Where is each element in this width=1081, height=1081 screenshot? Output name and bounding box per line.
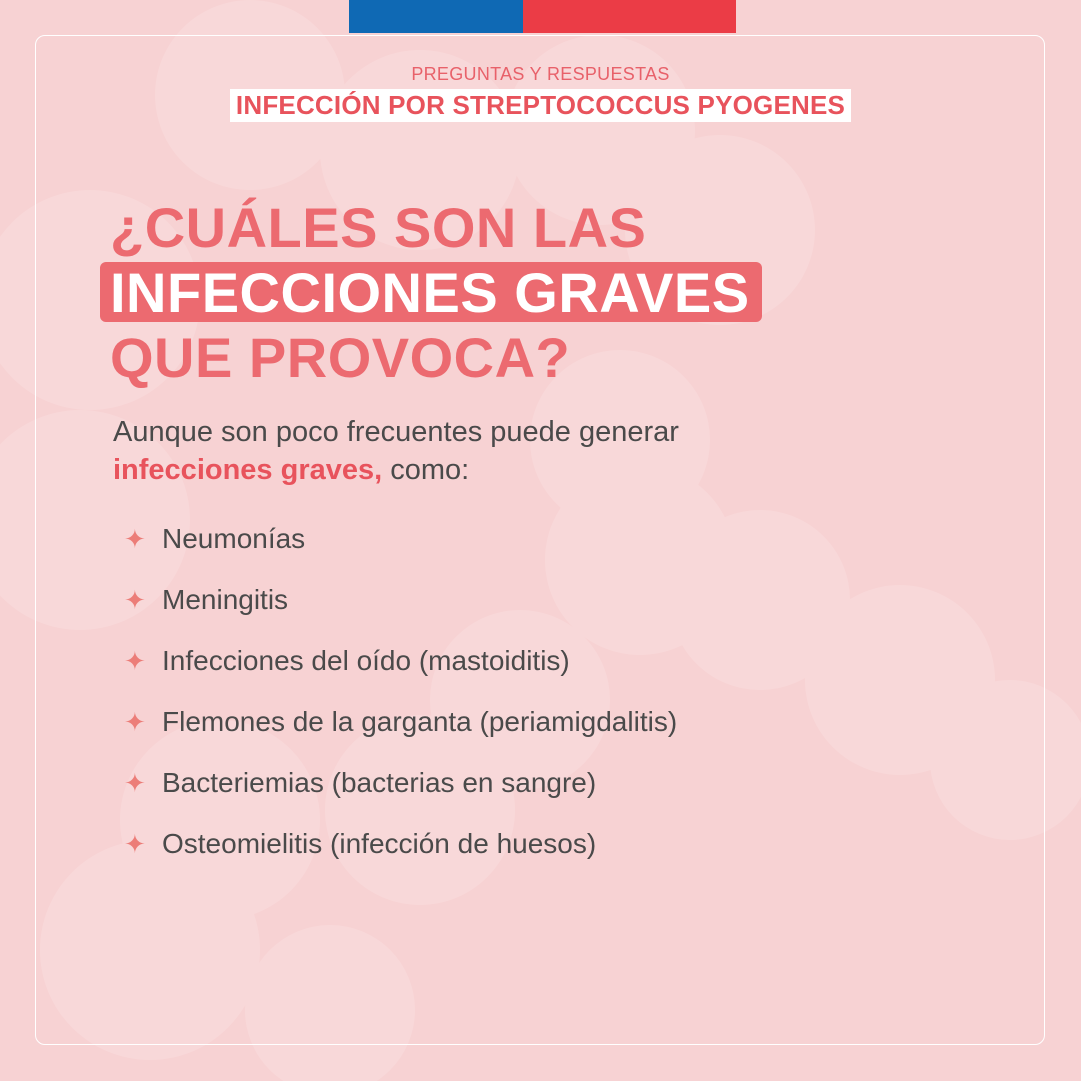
flag-bar bbox=[349, 0, 736, 33]
list-item bbox=[124, 752, 677, 813]
list-item-label: Osteomielitis (infección de huesos) bbox=[162, 827, 597, 859]
flag-blue-segment bbox=[349, 0, 523, 33]
four-point-star-icon: ✦ bbox=[124, 584, 146, 615]
question-line-1: ¿CUÁLES SON LAS bbox=[110, 196, 647, 259]
flag-red-segment bbox=[523, 0, 736, 33]
question-line-2-highlight: INFECCIONES GRAVES bbox=[100, 262, 762, 322]
section-kicker: PREGUNTAS Y RESPUESTAS bbox=[411, 64, 670, 84]
four-point-star-icon: ✦ bbox=[124, 767, 146, 798]
list-item-label: Bacteriemias (bacterias en sangre) bbox=[162, 766, 597, 798]
four-point-star-icon: ✦ bbox=[124, 645, 146, 676]
four-point-star-icon: ✦ bbox=[124, 828, 146, 859]
list-item bbox=[124, 691, 677, 752]
list-item bbox=[124, 569, 677, 630]
intro-paragraph bbox=[113, 413, 853, 489]
intro-emphasis: infecciones graves, bbox=[113, 454, 383, 486]
four-point-star-icon: ✦ bbox=[124, 706, 146, 737]
question-line-3: QUE PROVOCA? bbox=[110, 326, 571, 389]
intro-text-end: como: bbox=[382, 454, 470, 486]
intro-text-start: Aunque son poco frecuentes puede generar bbox=[113, 416, 679, 448]
topic-subtitle: INFECCIÓN POR STREPTOCOCCUS PYOGENES bbox=[230, 89, 851, 122]
list-item bbox=[124, 630, 677, 691]
list-item bbox=[124, 508, 677, 569]
list-item bbox=[124, 813, 677, 874]
serious-infections-list bbox=[124, 508, 677, 874]
list-item-label: Neumonías bbox=[162, 522, 306, 554]
four-point-star-icon: ✦ bbox=[124, 523, 146, 554]
list-item-label: Flemones de la garganta (periamigdalitis) bbox=[162, 705, 678, 737]
subtitle-container bbox=[0, 89, 1081, 122]
list-item-label: Meningitis bbox=[162, 583, 289, 615]
list-item-label: Infecciones del oído (mastoiditis) bbox=[162, 644, 570, 676]
